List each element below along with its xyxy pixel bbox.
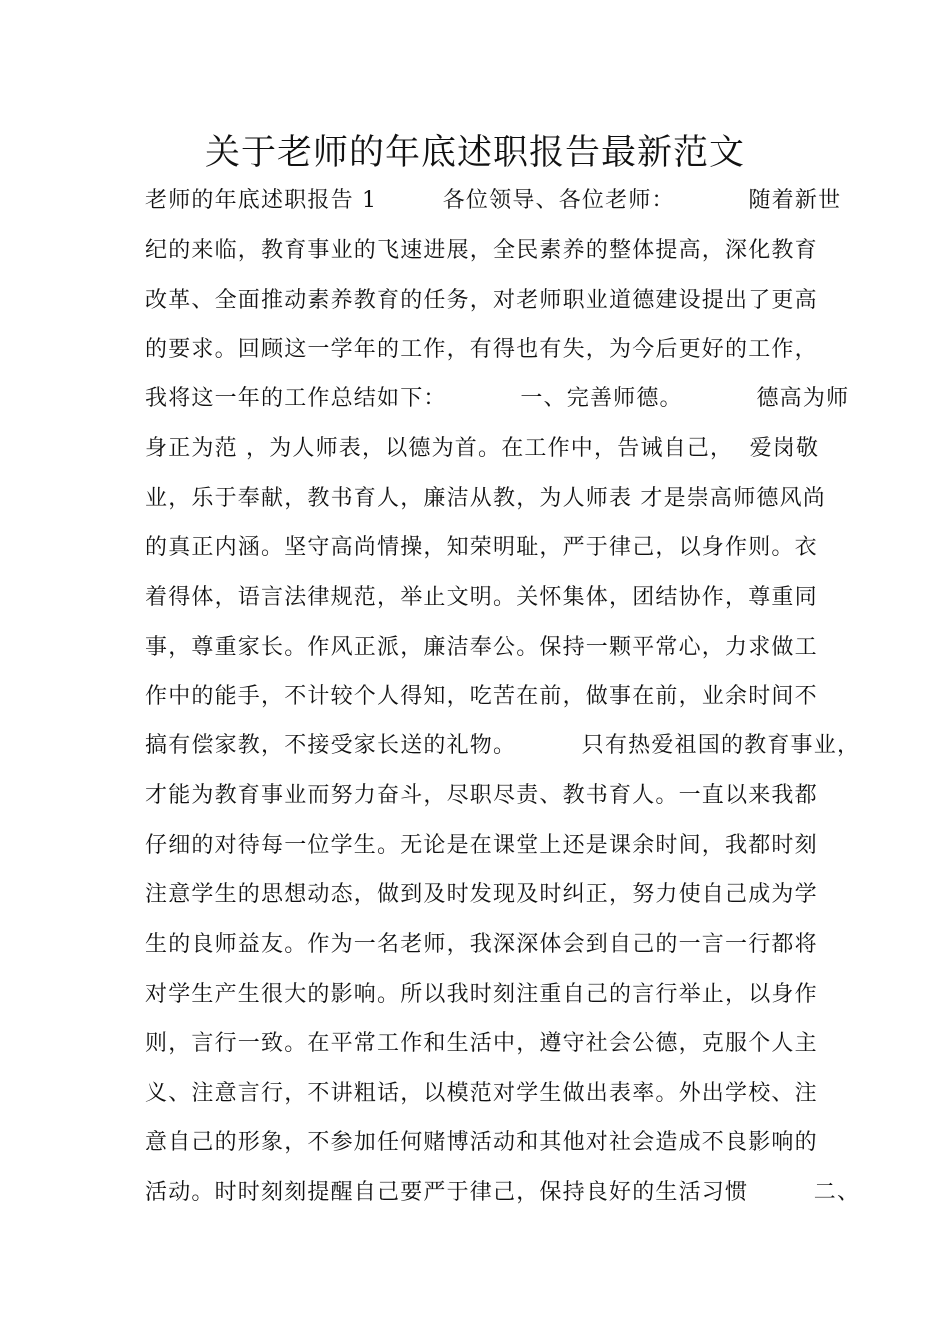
body-line: 作中的能手，不计较个人得知，吃苦在前，做事在前，业余时间不 xyxy=(145,684,818,709)
body-line: 搞有偿家教，不接受家长送的礼物。 只有热爱祖国的教育事业， xyxy=(145,733,861,758)
document-title: 关于老师的年底述职报告最新范文 xyxy=(204,133,745,173)
body-line: 才能为教育事业而努力奋斗，尽职尽责、教书育人。一直以来我都 xyxy=(145,783,818,808)
body-line: 纪的来临，教育事业的飞速进展，全民素养的整体提高，深化教育 xyxy=(145,238,818,263)
body-line: 身正为范 ，为人师表，以德为首。在工作中，告诫自己， 爱岗敬 xyxy=(145,436,820,461)
body-line: 活动。时时刻刻提醒自己要严于律己，保持良好的生活习惯 二、 xyxy=(145,1180,861,1205)
body-line: 着得体，语言法律规范，举止文明。关怀集体，团结协作，尊重同 xyxy=(145,585,818,610)
body-line: 意自己的形象，不参加任何赌博活动和其他对社会造成不良影响的 xyxy=(145,1130,818,1155)
body-line: 注意学生的思想动态，做到及时发现及时纠正，努力使自己成为学 xyxy=(145,882,818,907)
body-line: 对学生产生很大的影响。所以我时刻注重自己的言行举止，以身作 xyxy=(145,982,818,1007)
body-line: 的要求。回顾这一学年的工作，有得也有失，为今后更好的工作， xyxy=(145,337,818,362)
body-line: 义、注意言行，不讲粗话，以模范对学生做出表率。外出学校、注 xyxy=(145,1081,818,1106)
body-line: 老师的年底述职报告 1 各位领导、各位老师： 随着新世 xyxy=(145,188,842,213)
body-line: 的真正内涵。坚守高尚情操，知荣明耻，严于律己，以身作则。衣 xyxy=(145,535,818,560)
body-line: 事，尊重家长。作风正派，廉洁奉公。保持一颗平常心，力求做工 xyxy=(145,635,818,660)
body-line: 生的良师益友。作为一名老师，我深深体会到自己的一言一行都将 xyxy=(145,932,818,957)
body-line: 我将这一年的工作总结如下： 一、完善师德。 德高为师 xyxy=(145,386,850,411)
body-line: 仔细的对待每一位学生。无论是在课堂上还是课余时间，我都时刻 xyxy=(145,833,818,858)
body-line: 改革、全面推动素养教育的任务，对老师职业道德建设提出了更高 xyxy=(145,288,818,313)
body-line: 则，言行一致。在平常工作和生活中，遵守社会公德，克服个人主 xyxy=(145,1031,818,1056)
body-line: 业，乐于奉献，教书育人，廉洁从教，为人师表 才是崇高师德风尚 xyxy=(145,486,826,511)
